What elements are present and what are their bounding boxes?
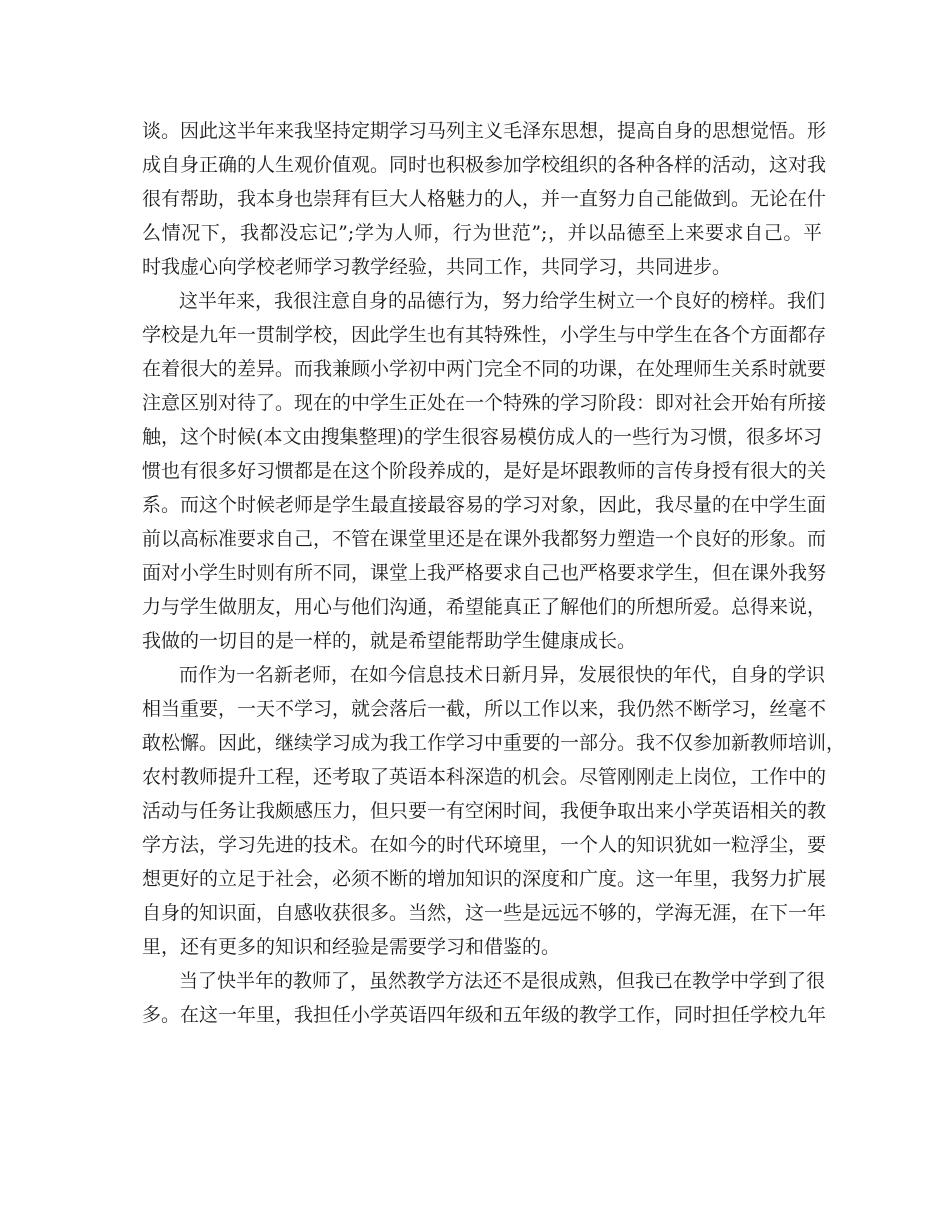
text-line: 注意区别对待了。现在的中学生正处在一个特殊的学习阶段：即对社会开始有所接	[142, 392, 827, 414]
text-line: 时我虚心向学校老师学习教学经验，共同工作，共同学习，共同进步。	[142, 256, 732, 278]
text-line: 想更好的立足于社会，必须不断的增加知识的深度和广度。这一年里，我努力扩展	[142, 868, 827, 890]
text-line: 学校是九年一贯制学校，因此学生也有其特殊性，小学生与中学生在各个方面都存	[142, 324, 827, 346]
text-line: 里，还有更多的知识和经验是需要学习和借鉴的。	[142, 936, 561, 958]
text-line: 触，这个时候(本文由搜集整理)的学生很容易模仿成人的一些行为习惯，很多坏习	[142, 426, 822, 448]
text-line: 多。在这一年里，我担任小学英语四年级和五年级的教学工作，同时担任学校九年	[142, 1004, 827, 1026]
paragraph-first-line: 而作为一名新老师，在如今信息技术日新月异，发展很快的年代，自身的学识	[179, 664, 826, 686]
text-line: 自身的知识面，自感收获很多。当然，这一些是远远不够的，学海无涯，在下一年	[142, 902, 827, 924]
text-line: 在着很大的差异。而我兼顾小学初中两门完全不同的功课，在处理师生关系时就要	[142, 358, 827, 380]
text-line: 力与学生做朋友，用心与他们沟通，希望能真正了解他们的所想所爱。总得来说，	[142, 596, 827, 618]
text-line: 我做的一切目的是一样的，就是希望能帮助学生健康成长。	[142, 630, 637, 652]
text-line: 惯也有很多好习惯都是在这个阶段养成的，是好是坏跟教师的言传身授有很大的关	[142, 460, 827, 482]
text-line: 谈。因此这半年来我坚持定期学习马列主义毛泽东思想，提高自身的思想觉悟。形	[142, 120, 827, 142]
text-line: 活动与任务让我颇感压力，但只要一有空闲时间，我便争取出来小学英语相关的教	[142, 800, 827, 822]
text-line: 农村教师提升工程，还考取了英语本科深造的机会。尽管刚刚走上岗位，工作中的	[142, 766, 827, 788]
text-line: 成自身正确的人生观价值观。同时也积极参加学校组织的各种各样的活动，这对我	[142, 154, 827, 176]
text-line: 面对小学生时则有所不同，课堂上我严格要求自己也严格要求学生，但在课外我努	[142, 562, 827, 584]
text-line: 前以高标准要求自己，不管在课堂里还是在课外我都努力塑造一个良好的形象。而	[142, 528, 827, 550]
paragraph-first-line: 当了快半年的教师了，虽然教学方法还不是很成熟，但我已在教学中学到了很	[179, 970, 826, 992]
text-line: 很有帮助，我本身也崇拜有巨大人格魅力的人，并一直努力自己能做到。无论在什	[142, 188, 827, 210]
text-line: 系。而这个时候老师是学生最直接最容易的学习对象，因此，我尽量的在中学生面	[142, 494, 827, 516]
text-line: 相当重要，一天不学习，就会落后一截，所以工作以来，我仍然不断学习，丝毫不	[142, 698, 827, 720]
text-line: 学方法，学习先进的技术。在如今的时代环境里，一个人的知识犹如一粒浮尘，要	[142, 834, 827, 856]
text-line: 敢松懈。因此，继续学习成为我工作学习中重要的一部分。我不仅参加新教师培训，	[142, 732, 846, 754]
paragraph-first-line: 这半年来，我很注意自身的品德行为，努力给学生树立一个良好的榜样。我们	[179, 290, 826, 312]
text-line: 么情况下，我都没忘记”;学为人师，行为世范”;，并以品德至上来要求自己。平	[142, 222, 822, 244]
